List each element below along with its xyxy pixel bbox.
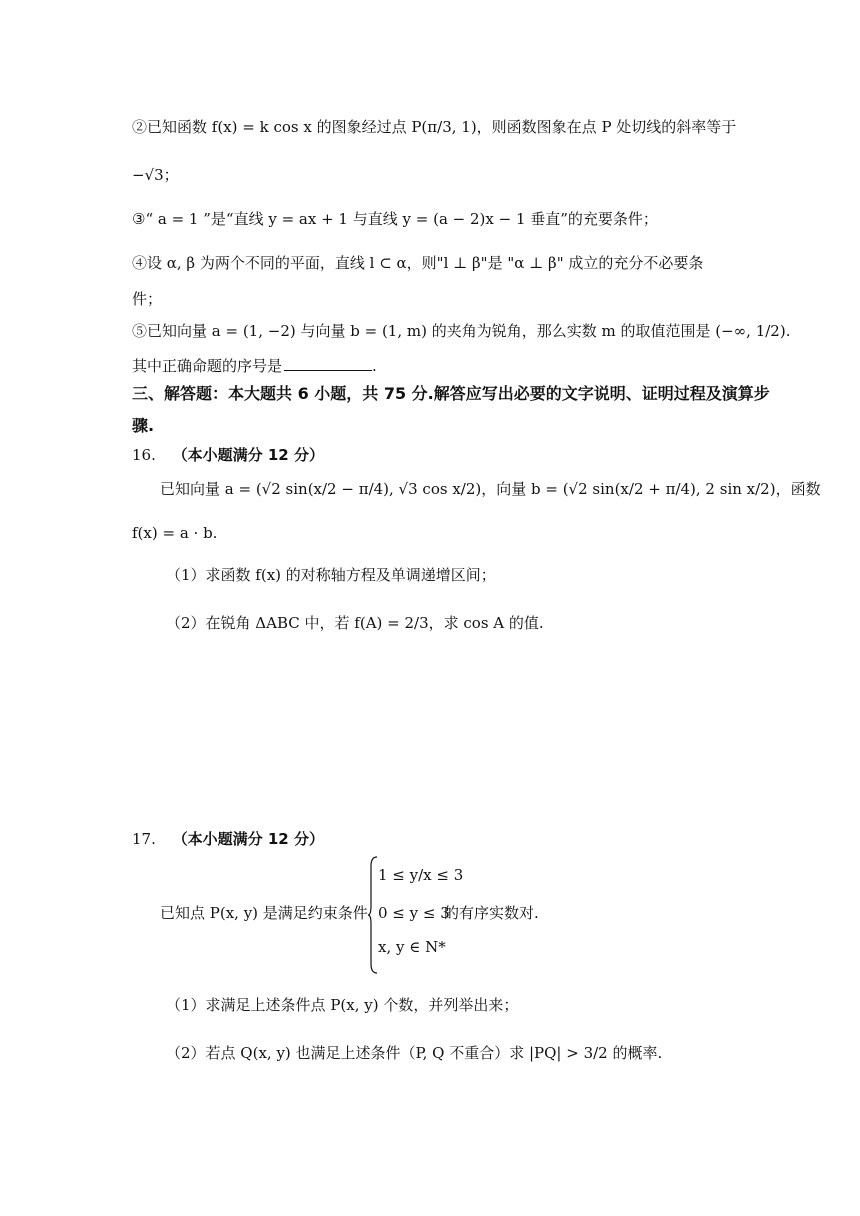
problem-16-number: 16. xyxy=(132,446,156,464)
problem-16-stem-line-2: f(x) = a · b. xyxy=(132,524,218,542)
problem-16-score: （本小题满分 12 分） xyxy=(172,446,324,464)
item-2-line-1: ②已知函数 f(x) = k cos x 的图象经过点 P(π/3, 1)，则函数图象在点 P 处切线的斜率等于 xyxy=(132,118,737,136)
answer-prompt: 其中正确命题的序号是 xyxy=(132,357,283,375)
constraint-2: 0 ≤ y ≤ 3 xyxy=(378,904,450,922)
problem-17-question-1: （1）求满足上述条件点 P(x, y) 个数，并列举出来； xyxy=(166,996,519,1014)
constraint-brace xyxy=(368,856,378,974)
problem-16-stem-line-1: 已知向量 a = (√2 sin(x/2 − π/4), √3 cos x/2)，向量 b = (√2 sin(x/2 + π/4), 2 sin x/2)，函数 xyxy=(160,480,821,498)
problem-17-stem-suffix: 的有序实数对. xyxy=(444,904,539,922)
section-3-heading-line-2: 骤. xyxy=(132,416,155,435)
item-5: ⑤已知向量 a = (1, −2) 与向量 b = (1, m) 的夹角为锐角，那么实数 m 的取值范围是 (−∞, 1/2). xyxy=(132,322,791,340)
problem-16-question-1: （1）求函数 f(x) 的对称轴方程及单调递增区间； xyxy=(166,566,496,584)
problem-17-question-2: （2）若点 Q(x, y) 也满足上述条件（P, Q 不重合）求 |PQ| > 3/2 的概率. xyxy=(166,1044,663,1062)
item-3: ③“ a = 1 ”是“直线 y = ax + 1 与直线 y = (a − 2)x − 1 垂直”的充要条件； xyxy=(132,210,658,228)
section-3-heading-line-1: 三、解答题：本大题共 6 小题，共 75 分.解答应写出必要的文字说明、证明过程及演算步 xyxy=(132,384,770,403)
item-4-line-2: 件； xyxy=(132,290,163,308)
problem-17-header xyxy=(132,830,324,848)
constraint-3: x, y ∈ N* xyxy=(378,938,446,956)
answer-prompt-row: 其中正确命题的序号是 . xyxy=(132,357,377,375)
answer-blank xyxy=(284,356,372,371)
problem-17-number: 17. xyxy=(132,830,156,848)
problem-17-stem-prefix: 已知点 P(x, y) 是满足约束条件 xyxy=(160,904,368,922)
problem-16-question-2: （2）在锐角 ΔABC 中，若 f(A) = 2/3，求 cos A 的值. xyxy=(166,614,544,632)
problem-16-header xyxy=(132,446,324,464)
item-2-line-2: −√3； xyxy=(132,166,179,184)
constraint-1: 1 ≤ y/x ≤ 3 xyxy=(378,866,464,884)
item-4-line-1: ④设 α, β 为两个不同的平面，直线 l ⊂ α，则"l ⊥ β"是 "α ⊥ β" 成立的充分不必要条 xyxy=(132,254,704,272)
problem-17-score: （本小题满分 12 分） xyxy=(172,830,324,848)
